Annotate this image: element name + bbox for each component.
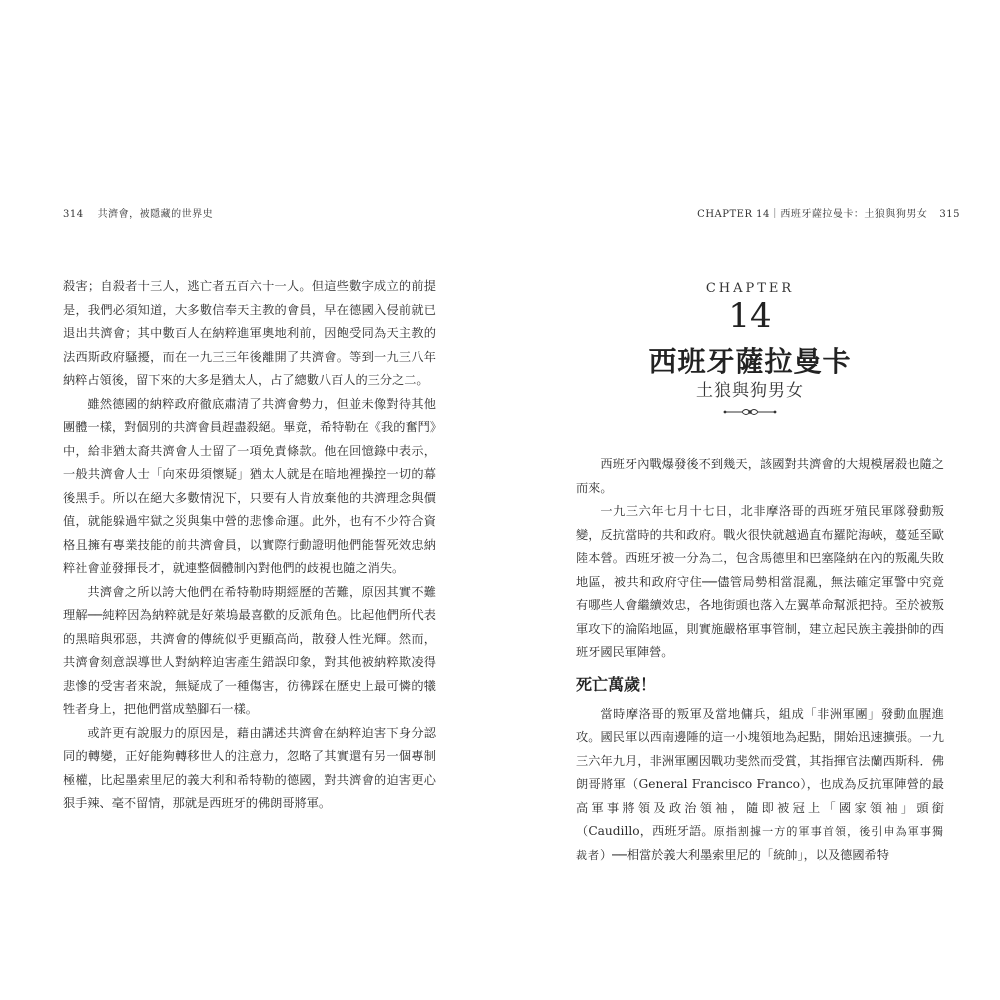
right-paragraph-3-note: 原指割據一方的軍事首領，後引申為軍事獨裁者 [576,825,944,862]
right-paragraph-3-end: ）──相當於義大利墨索里尼的「統帥」，以及德國希特 [600,847,889,862]
section-heading: 死亡萬歲！ [576,674,657,694]
right-paragraph-3 [576,703,944,868]
right-body-text [576,453,944,867]
chapter-subtitle: 土狼與狗男女 [696,381,804,401]
left-running-head [63,205,213,220]
right-chapter-running-title: CHAPTER 14｜西班牙薩拉曼卡：土狼與狗男女 [697,209,928,220]
left-book-title: 共濟會，被隱藏的世界史 [97,209,214,220]
left-paragraph-4: 或許更有說服力的原因是，藉由講述共濟會在納粹迫害下身分認同的轉變，正好能夠轉移世人的注意力，忽略了其實還有另一個專制極權，比起墨索里尼的義大利和希特勒的德國，對共濟會的迫害更心狠手辣、毫不留情，那就是西班牙的佛朗哥將軍。 [63,725,436,810]
right-paragraph-2: 一九三六年七月十七日，北非摩洛哥的西班牙殖民軍隊發動叛變，反抗當時的共和政府。戰火很快就越過直布羅陀海峽，蔓延至歐陸本營。西班牙被一分為二，包含馬德里和巴塞隆納在內的叛亂失敗地區，被共和政府守住──儘管局勢相當混亂，無法確定軍警中究竟有哪些人會繼續效忠，各地街頭也落入左翼革命幫派把持。至於被叛軍攻下的淪陷地區，則實施嚴格軍事管制，建立起民族主義掛帥的西班牙國民軍陣營。 [576,504,944,659]
left-body-text [63,275,436,816]
right-page [500,0,1000,1000]
right-page-number: 315 [939,209,960,220]
left-page-number: 314 [63,209,84,220]
chapter-title: 西班牙薩拉曼卡 [648,345,852,378]
chapter-label: CHAPTER [705,281,795,296]
left-paragraph-3: 共濟會之所以誇大他們在希特勒時期經歷的苦難，原因其實不難理解──純粹因為納粹就是好萊塢最喜歡的反派角色。比起他們所代表的黑暗與邪惡，共濟會的傳統似乎更顯高尚，散發人性光輝。然而，共濟會刻意誤導世人對納粹迫害產生錯誤印象，對其他被納粹欺凌得悲慘的受害者來說，無疑成了一種傷害，彷彿踩在歷史上最可憐的犧牲者身上，把他們當成墊腳石一樣。 [63,584,436,716]
right-running-head [697,205,960,220]
left-paragraph-2: 雖然德國的納粹政府徹底肅清了共濟會勢力，但並未像對待其他團體一樣，對個別的共濟會員趕盡殺絕。畢竟，希特勒在《我的奮鬥》中，給非猶太裔共濟會人士留了一項免責條款。他在回憶錄中表示，一般共濟會人士「向來毋須懷疑」猶太人就是在暗地裡操控一切的幕後黑手。所以在絕大多數情況下，只要有人肯放棄他的共濟理念與價值，就能躲過牢獄之災與集中營的悲慘命運。此外，也有不少符合資格且擁有專業技能的前共濟會員，以實際行動證明他們能誓死效忠納粹社會並發揮長才，就連整個體制內對他們的歧視也隨之消失。 [63,396,436,575]
fleuron-ornament-icon [722,405,778,419]
left-paragraph-1: 殺害；自殺者十三人，逃亡者五百六十一人。但這些數字成立的前提是，我們必須知道，大多數信奉天主教的會員，早在德國入侵前就已退出共濟會；其中數百人在納粹進軍奧地利前，因飽受同為天主教的法西斯政府騷擾，而在一九三三年後離開了共濟會。等到一九三八年納粹占領後，留下來的大多是猶太人，占了總數八百人的三分之二。 [63,279,436,387]
right-paragraph-3-main: 當時摩洛哥的叛軍及當地傭兵，組成「非洲軍團」發動血腥進攻。國民軍以西南邊陲的這一小塊領地為起點，開始迅速擴張。一九三六年九月，非洲軍團因戰功斐然而受賞，其指揮官法蘭西斯科．佛朗哥將軍（General Francisco Franco），也成為反抗軍陣營的最高軍事將領及政治領袖，隨即被冠上「國家領袖」頭銜（Caudillo，西班牙語。 [576,706,944,838]
right-paragraph-1: 西班牙內戰爆發後不到幾天，該國對共濟會的大規模屠殺也隨之而來。 [576,457,944,495]
chapter-number: 14 [728,296,772,336]
